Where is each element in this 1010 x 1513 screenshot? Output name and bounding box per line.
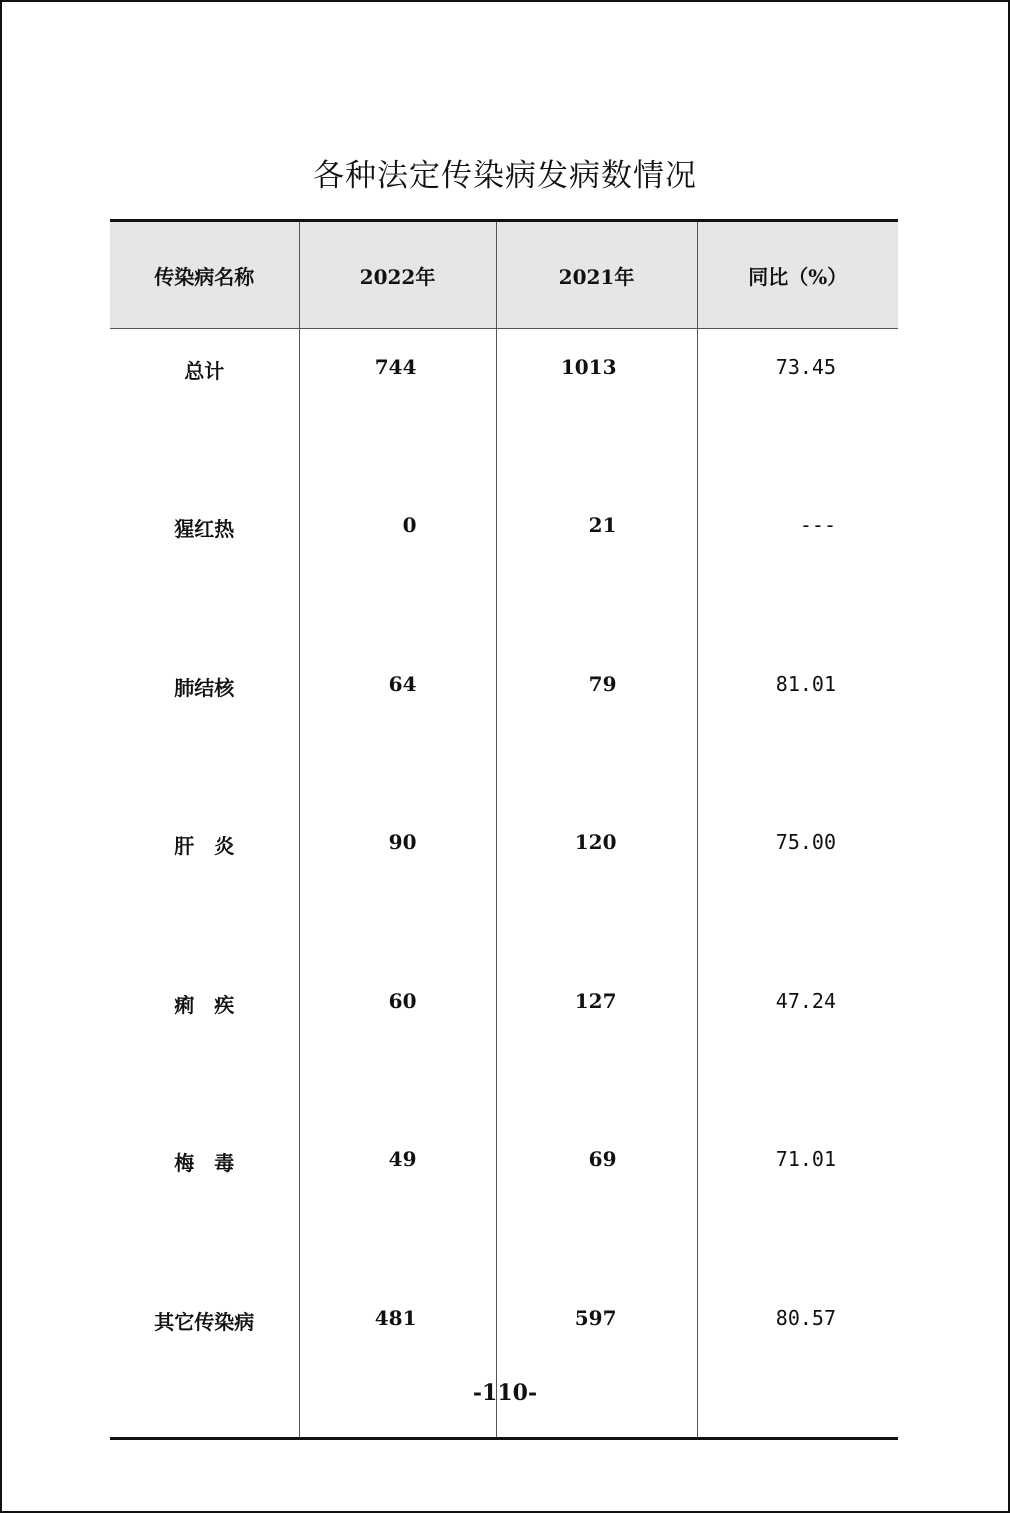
row-name: 猩红热 (174, 517, 235, 541)
header-2021: 2021年 (496, 221, 697, 329)
row-2021: 120 (574, 830, 617, 854)
table-row (110, 329, 898, 488)
page-number: -110- (472, 1380, 538, 1406)
page-title: 各种法定传染病发病数情况 (313, 158, 697, 194)
row-2021: 597 (574, 1305, 617, 1330)
row-ratio: 71.01 (775, 1147, 836, 1171)
row-2021: 127 (574, 988, 617, 1013)
row-ratio: 73.45 (775, 355, 836, 379)
row-2021: 1013 (560, 355, 617, 379)
row-2022: 90 (388, 830, 417, 854)
row-2022: 0 (402, 513, 417, 537)
row-ratio: 75.00 (775, 830, 836, 854)
row-2022: 60 (388, 988, 417, 1013)
disease-table (110, 219, 898, 1440)
table-row (110, 804, 898, 963)
row-2022: 64 (388, 671, 417, 696)
header-disease-name: 传染病名称 (110, 221, 299, 329)
header-ratio: 同比（%） (697, 221, 898, 329)
table-row (110, 1280, 898, 1439)
row-name: 其它传染病 (154, 1309, 255, 1334)
row-2021: 21 (588, 513, 617, 537)
row-2022: 49 (388, 1147, 417, 1171)
row-ratio: 80.57 (775, 1305, 836, 1330)
row-name: 梅 毒 (174, 1151, 235, 1175)
table-row (110, 1121, 898, 1280)
row-name: 总计 (184, 359, 225, 383)
table-row (110, 963, 898, 1122)
row-2022: 744 (374, 355, 417, 379)
row-name: 痢 疾 (174, 992, 235, 1017)
table-header (110, 221, 898, 329)
table-row (110, 487, 898, 646)
row-name: 肝 炎 (174, 834, 235, 858)
table-row (110, 646, 898, 805)
row-name: 肺结核 (174, 675, 235, 700)
row-2021: 79 (588, 671, 617, 696)
row-2021: 69 (588, 1147, 617, 1171)
row-ratio: 47.24 (775, 988, 836, 1013)
header-2022: 2022年 (299, 221, 496, 329)
row-ratio: --- (799, 513, 836, 537)
row-ratio: 81.01 (775, 671, 836, 696)
row-2022: 481 (374, 1305, 417, 1330)
